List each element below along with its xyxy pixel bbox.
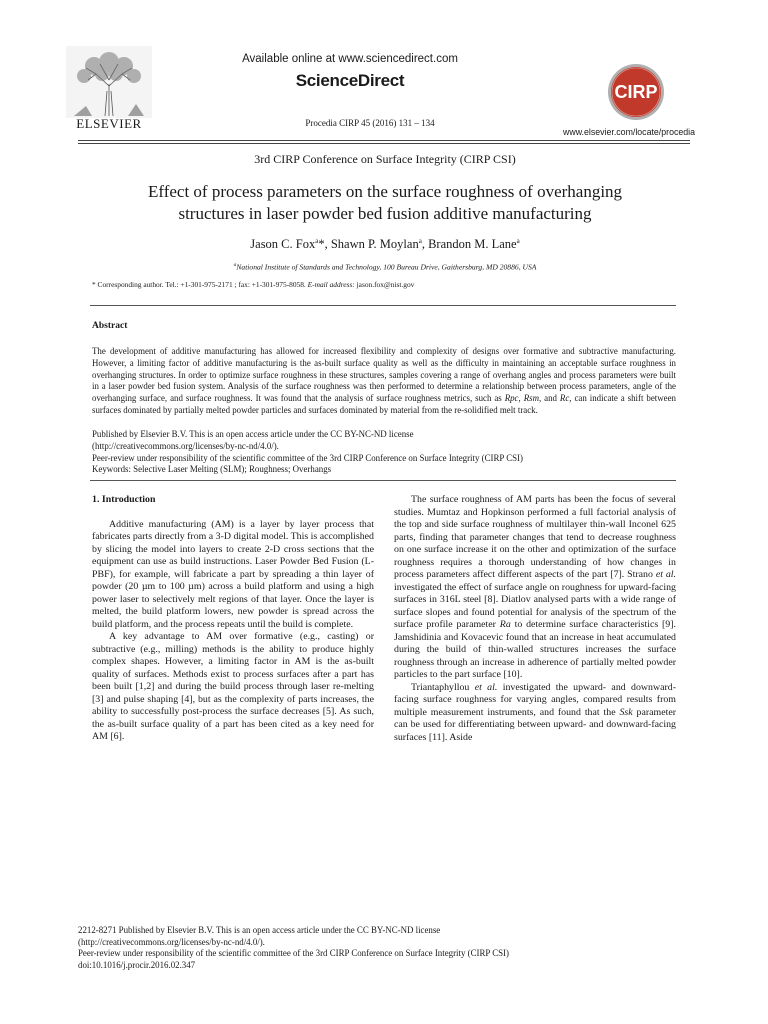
abstract-text — [92, 346, 676, 417]
conference-name: 3rd CIRP Conference on Surface Integrity (CIRP CSI) — [254, 152, 516, 166]
author-3: Brandon M. Lane — [428, 237, 517, 252]
affiliation — [80, 262, 690, 272]
section-heading-introduction: 1. Introduction — [92, 494, 156, 505]
cirp-logo-text: CIRP — [614, 82, 658, 102]
author-2-affiliation-mark: a — [418, 237, 422, 245]
author-2: Shawn P. Moylan — [330, 237, 419, 252]
sciencedirect-wordmark: ScienceDirect — [295, 71, 405, 90]
author-3-affiliation-mark: a — [516, 237, 520, 245]
abstract-term-rc: Rc — [559, 393, 570, 404]
author-1-affiliation-mark: a — [315, 237, 319, 245]
corresponding-contact: * Corresponding author. Tel.: +1-301-975-2171 ; fax: +1-301-975-8058. — [92, 280, 308, 289]
left-column — [92, 494, 374, 744]
abstract-rule — [90, 480, 676, 481]
term-ssk: Ssk — [619, 706, 633, 718]
affiliation-text: National Institute of Standards and Technology, 100 Bureau Drive, Gaithersburg, MD 20886, USA — [236, 262, 537, 272]
term-ra: Ra — [499, 619, 511, 630]
cirp-logo — [598, 62, 674, 122]
abstract-text-part: The development of additive manufacturing has allowed for increased flexibility and complexity of designs over formative and subtractive manufacturing. However, a limiting factor of additive manufacturing is the as-built surface quality as well as the difficulty in maintaining an acceptable surface roughness in overhanging structures. In order to optimize surface roughness in these structures, samples covering a range of overhang angles and process parameters were built in a laser powder bed fusion system. Analysis of the surface roughness was then performed to determine a relationship between process parameters, angle of the overhanging surface, and surface roughness. It was found that the analysis of surface roughness metrics, such as — [92, 346, 676, 404]
corresponding-author-note — [92, 280, 692, 289]
paper-title — [90, 181, 680, 225]
peer-review-note: Peer-review under responsibility of the scientific committee of the 3rd CIRP Conference on Surface Integrity (CIRP CSI) — [92, 452, 523, 463]
paragraph-text: Triantaphyllou — [411, 681, 475, 693]
footer-license-link[interactable]: (http://creativecommons.org/licenses/by-nc-nd/4.0/). — [78, 936, 265, 947]
elsevier-locate-url[interactable]: www.elsevier.com/locate/procedia — [562, 127, 695, 137]
abstract-term-rpc: Rpc — [504, 393, 519, 404]
keywords: Keywords: Selective Laser Melting (SLM); Roughness; Overhangs — [92, 464, 332, 475]
affiliation-mark: a — [233, 262, 237, 268]
abstract-license-block — [92, 429, 676, 476]
paragraph-text: parameter can be used for differentiating between upward- and downward-facing surfaces [11]. Aside — [394, 706, 676, 743]
author-separator: , — [324, 237, 331, 252]
title-line-2: structures in laser powder bed fusion additive manufacturing — [178, 204, 592, 223]
journal-reference: Procedia CIRP 45 (2016) 131 – 134 — [305, 118, 435, 128]
paragraph-text: The surface roughness of AM parts has been the focus of several studies. Mumtaz and Hopkinson performed a full factorial analysis of the top and side surface roughness of multilayer thin-wall Inconel 625 parts, finding that parameter changes that tend to decrease roughness on one surface increase it on the other and optimization of the surface roughness requires a thorough understanding of how changes in process parameters affect different aspects of the part [7]. Strano — [394, 494, 676, 580]
abstract-text-part: , and — [538, 393, 560, 404]
abstract-heading: Abstract — [92, 321, 128, 331]
email-label: E-mail address: — [307, 280, 355, 289]
abstract-term-rsm: Rsm — [523, 393, 539, 404]
intro-paragraph-2: A key advantage to AM over formative (e.g., casting) or subtractive (e.g., milling) methods is the ability to produce highly complex shapes. However, a limiting factor in AM is the as-built quality of surfaces. Methods exist to process surfaces after a part has been built [1,2] and during the build process through laser re-melting [3] and pulse shaping [4], but as the complexity of parts increases, the ability to successfully post-process the surface decreases [5]. As such, the as-built surface quality of a part has been cited as a key need for AM [6]. — [92, 631, 374, 742]
right-paragraph-1 — [394, 494, 676, 682]
license-link[interactable]: (http://creativecommons.org/licenses/by-nc-nd/4.0/). — [92, 440, 279, 451]
elsevier-wordmark: ELSEVIER — [76, 116, 142, 131]
footer-issn-line: 2212-8271 Published by Elsevier B.V. This is an open access article under the CC BY-NC-ND license — [78, 925, 441, 935]
author-separator: , — [421, 237, 429, 252]
right-paragraph-2 — [394, 682, 676, 745]
paragraph-text: investigated the upward- and downward-facing surface roughness for varying angles, compared results from multiple measurement instruments, and found that the — [394, 681, 677, 718]
abstract-text-part: , can indicate a shift between surfaces dominated by partially melted powder particles and surfaces dominated by material from the re-solidified melt track. — [92, 393, 676, 415]
footer-license-block — [78, 925, 688, 972]
right-column — [394, 494, 676, 744]
paragraph-text: to determine surface characteristics [9]. Jamshidinia and Kovacevic found that an increase in heat accumulated during the build of thin-walled structures increases the surface roughness through an increase in adherence of partially melted powder particles to the part surface [10]. — [394, 619, 677, 680]
intro-paragraph-1: Additive manufacturing (AM) is a layer by layer process that fabricates parts directly from a 3-D digital model. This is accomplished by slicing the model into layers to create 2-D cross sections that the equipment can use as build instructions. Laser Powder Bed Fusion (L-PBF), for example, will fabricate a part by spreading a thin layer of powder (20 µm to 100 µm) across a build platform and using a high power laser to selectively melt regions of that layer. Once the layer is melted, the build platform lowers, new powder is spread across the build platform, and the process repeats until the build is complete. — [92, 518, 374, 630]
footer-peer-review: Peer-review under responsibility of the scientific committee of the 3rd CIRP Conference on Surface Integrity (CIRP CSI) — [78, 948, 509, 959]
author-list — [80, 237, 690, 252]
title-line-1: Effect of process parameters on the surface roughness of overhanging — [147, 182, 623, 201]
footer-doi[interactable]: doi:10.1016/j.procir.2016.02.347 — [78, 960, 196, 971]
author-1: Jason C. Fox — [250, 237, 316, 252]
elsevier-tree-logo — [66, 46, 152, 118]
et-al: et al. — [655, 569, 676, 580]
paragraph-text: investigated the effect of surface angle on roughness for upward-facing surfaces in 316L steel [8]. Diatlov analysed parts with a wide range of surface slopes and found potential for analysis of the spectrum of the surface profile parameter — [394, 581, 676, 630]
header-rule — [78, 140, 690, 141]
et-al: et al. — [474, 681, 498, 693]
header-rule — [78, 143, 690, 144]
abstract-text-part: , — [518, 393, 524, 404]
author-1-corresponding-mark: * — [318, 237, 325, 252]
available-online-text[interactable]: Available online at www.sciencedirect.com — [242, 53, 458, 65]
abstract-rule — [90, 305, 676, 306]
published-note: Published by Elsevier B.V. This is an open access article under the CC BY-NC-ND license — [92, 429, 414, 439]
email-address[interactable]: jason.fox@nist.gov — [354, 280, 415, 289]
